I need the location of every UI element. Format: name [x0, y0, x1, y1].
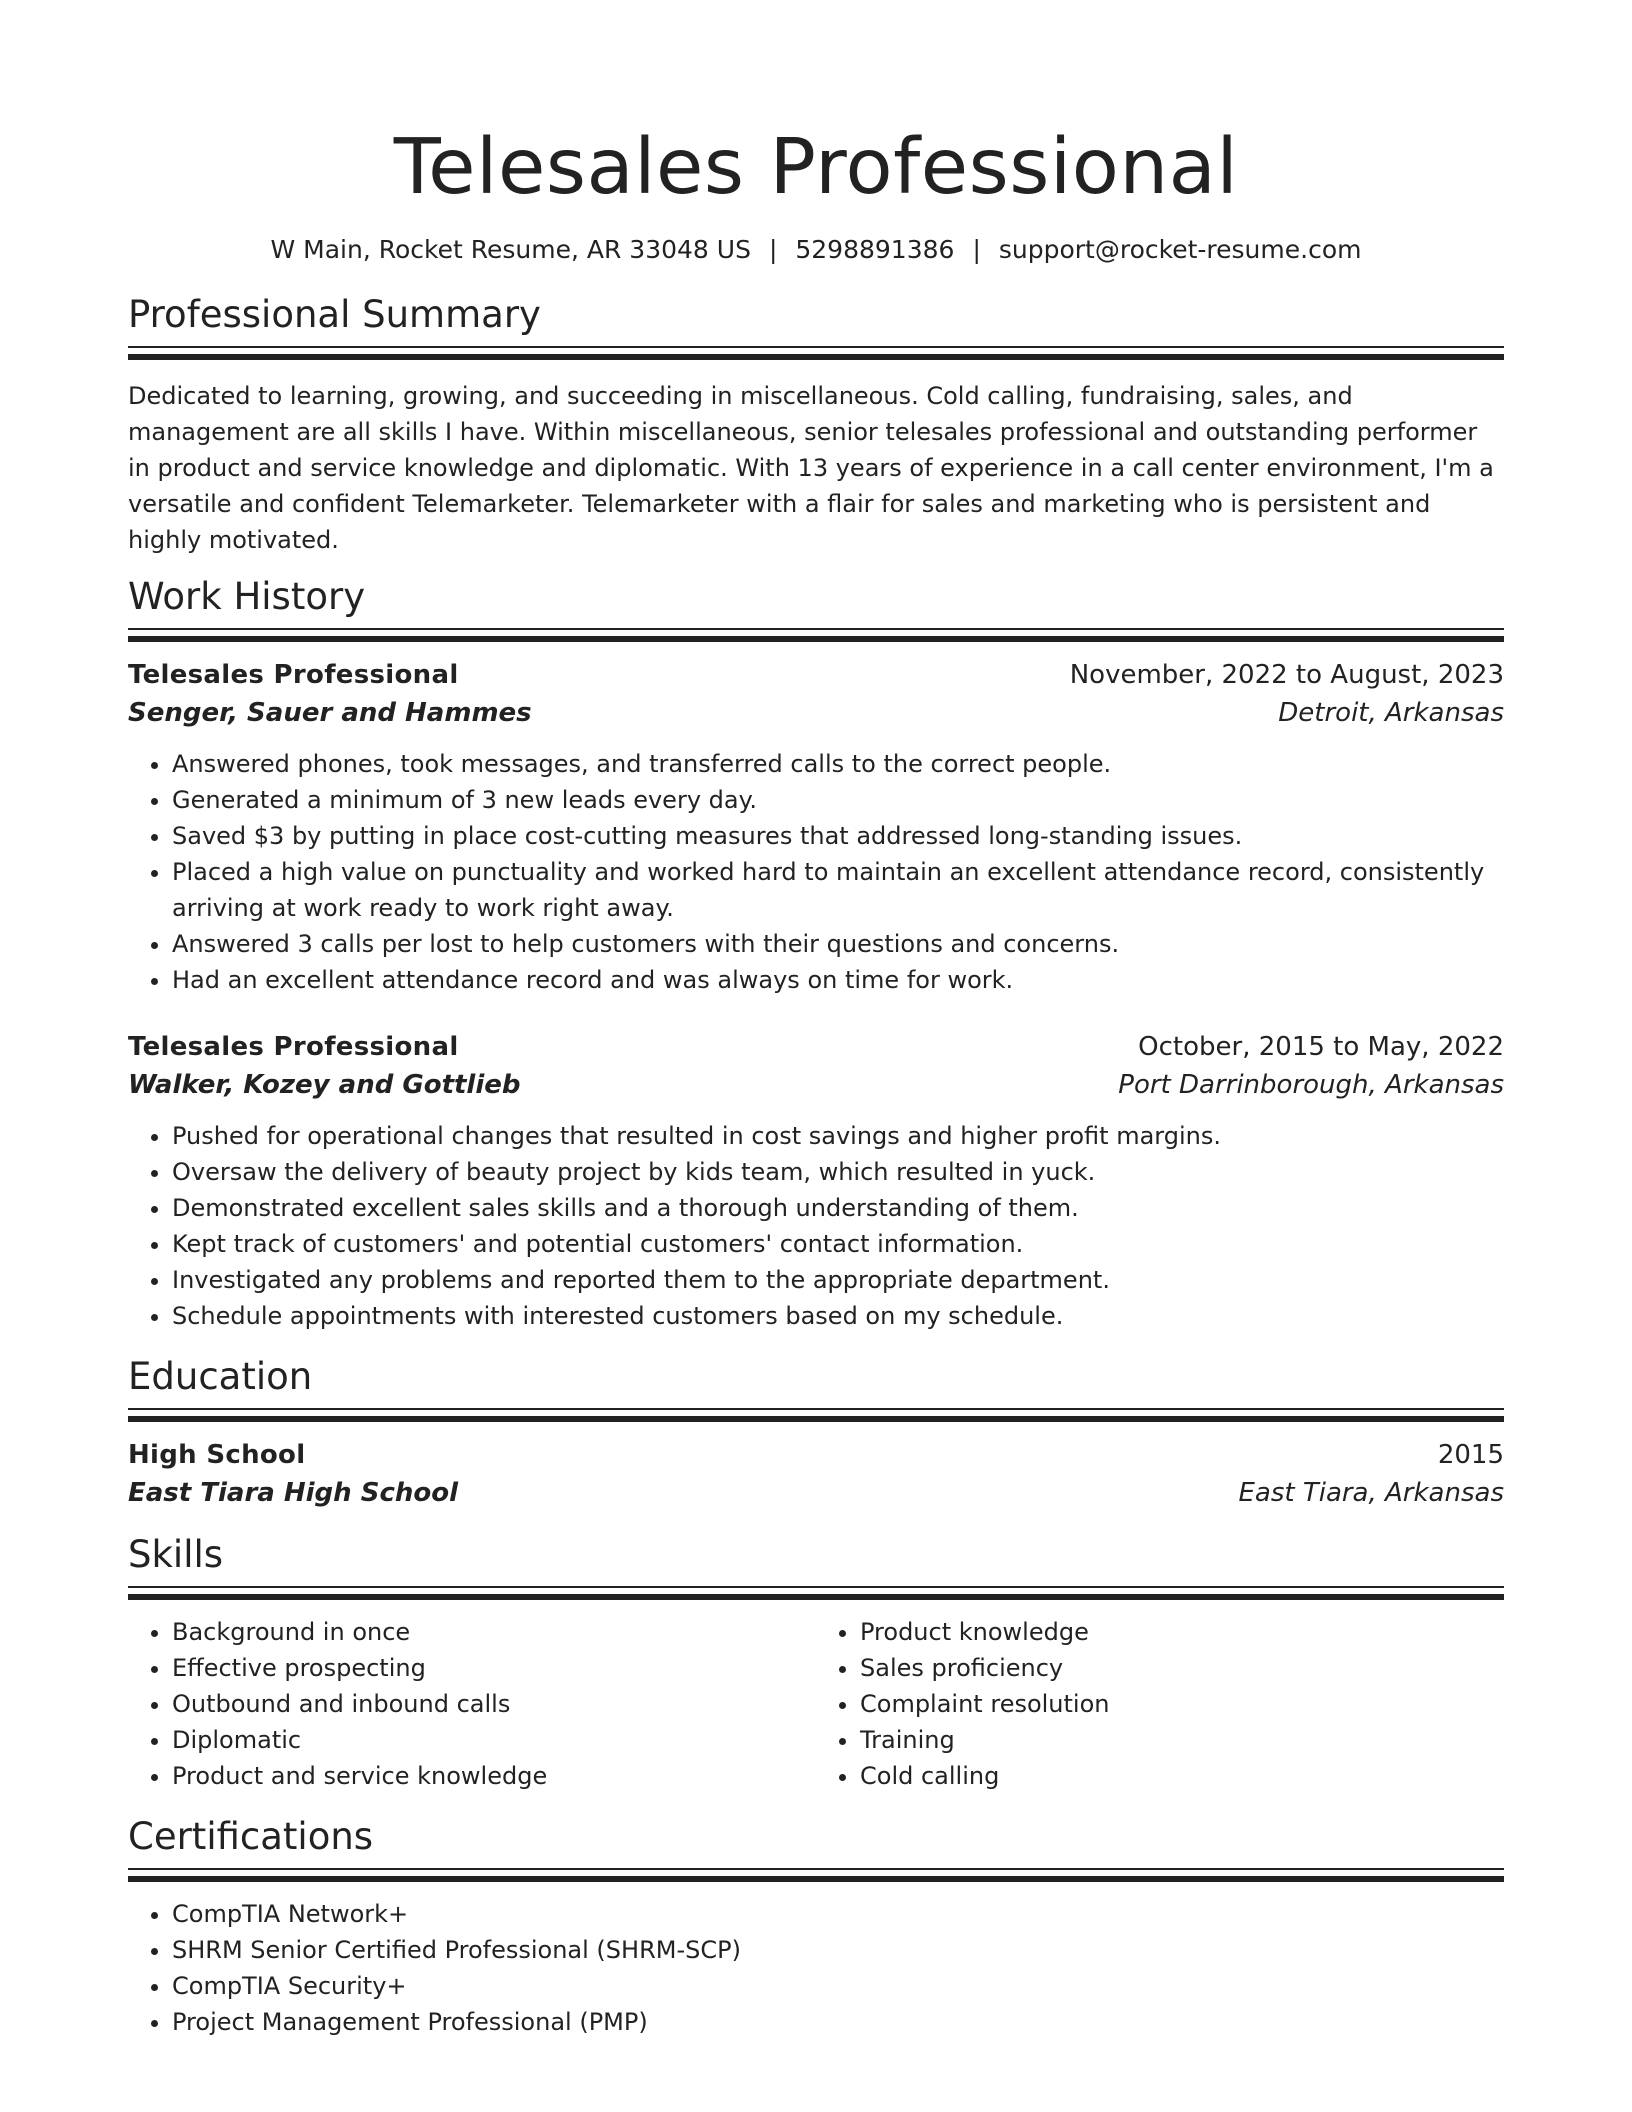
job-entry [128, 656, 1504, 998]
job-entry [128, 1028, 1504, 1334]
section-divider [128, 346, 1504, 360]
list-item: • Product knowledge [860, 1614, 1504, 1650]
list-item: • Sales proficiency [860, 1650, 1504, 1686]
list-item: • Answered phones, took messages, and transferred calls to the correct people. [172, 746, 1504, 782]
contact-email: support@rocket-resume.com [998, 235, 1362, 264]
job-dates: October, 2015 to May, 2022 [1138, 1032, 1504, 1062]
contact-line [128, 232, 1504, 268]
skills-list-right [816, 1614, 1504, 1794]
contact-address: W Main, Rocket Resume, AR 33048 US [270, 235, 751, 264]
list-item: • Outbound and inbound calls [172, 1686, 816, 1722]
job-bullets [128, 1118, 1504, 1334]
contact-phone: 5298891386 [795, 235, 955, 264]
education-section [128, 1352, 1504, 1512]
list-item: • Product and service knowledge [172, 1758, 816, 1794]
list-item: • Cold calling [860, 1758, 1504, 1794]
list-item: • Generated a minimum of 3 new leads every day. [172, 782, 1504, 818]
contact-separator: | [768, 235, 778, 264]
list-item: • Pushed for operational changes that resulted in cost savings and higher profit margins. [172, 1118, 1504, 1154]
education-year: 2015 [1437, 1440, 1504, 1470]
education-location: East Tiara, Arkansas [1238, 1478, 1504, 1508]
job-title: Telesales Professional [128, 660, 459, 690]
list-item: • Complaint resolution [860, 1686, 1504, 1722]
list-item: • Oversaw the delivery of beauty project by kids team, which resulted in yuck. [172, 1154, 1504, 1190]
resume-page [128, 0, 1504, 2040]
list-item: • Project Management Professional (PMP) [172, 2004, 1504, 2040]
summary-section [128, 290, 1504, 558]
job-title: Telesales Professional [128, 1032, 459, 1062]
summary-text: Dedicated to learning, growing, and succeeding in miscellaneous. Cold calling, fundraising, sales, and management are all skills I have. Within miscellaneous, senior telesales professional and outstanding performer in product and service knowledge and diplomatic. With 13 years of experience in a call center environment, I'm a versatile and confident Telemarketer. Telemarketer with a flair for sales and marketing who is persistent and highly motivated. [128, 382, 1494, 554]
list-item: • Effective prospecting [172, 1650, 816, 1686]
list-item: • CompTIA Network+ [172, 1896, 1504, 1932]
job-bullets [128, 746, 1504, 998]
list-item: • Diplomatic [172, 1722, 816, 1758]
education-degree: High School [128, 1440, 306, 1470]
section-title-summary: Professional Summary [128, 293, 541, 336]
section-title-education: Education [128, 1355, 313, 1398]
job-company: Senger, Sauer and Hammes [128, 698, 532, 728]
list-item: • Demonstrated excellent sales skills and a thorough understanding of them. [172, 1190, 1504, 1226]
section-divider [128, 1586, 1504, 1600]
work-history-section [128, 572, 1504, 1334]
education-school: East Tiara High School [128, 1478, 459, 1508]
list-item: • Investigated any problems and reported them to the appropriate department. [172, 1262, 1504, 1298]
section-title-skills: Skills [128, 1533, 224, 1576]
list-item: • SHRM Senior Certified Professional (SHRM-SCP) [172, 1932, 1504, 1968]
candidate-name: Telesales Professional [393, 123, 1239, 212]
job-dates: November, 2022 to August, 2023 [1069, 660, 1504, 690]
section-divider [128, 1868, 1504, 1882]
list-item: • Had an excellent attendance record and was always on time for work. [172, 962, 1504, 998]
list-item: • Answered 3 calls per lost to help customers with their questions and concerns. [172, 926, 1504, 962]
skills-section [128, 1530, 1504, 1794]
list-item: • CompTIA Security+ [172, 1968, 1504, 2004]
list-item: • Background in once [172, 1614, 816, 1650]
section-divider [128, 628, 1504, 642]
list-item: • Schedule appointments with interested customers based on my schedule. [172, 1298, 1504, 1334]
certifications-list [128, 1896, 1504, 2040]
certifications-section [128, 1812, 1504, 2040]
section-title-certifications: Certifications [128, 1815, 374, 1858]
contact-separator: | [972, 235, 981, 264]
skills-list-left [128, 1614, 816, 1794]
section-title-work-history: Work History [128, 575, 366, 618]
job-location: Port Darrinborough, Arkansas [1118, 1070, 1504, 1100]
job-location: Detroit, Arkansas [1278, 698, 1504, 728]
job-company: Walker, Kozey and Gottlieb [128, 1070, 521, 1100]
list-item: • Saved $3 by putting in place cost-cutting measures that addressed long-standing issues. [172, 818, 1504, 854]
section-divider [128, 1408, 1504, 1422]
list-item: • Training [860, 1722, 1504, 1758]
list-item: • Placed a high value on punctuality and worked hard to maintain an excellent attendance record, consistently arriving at work ready to work right away. [172, 854, 1504, 926]
list-item: • Kept track of customers' and potential customers' contact information. [172, 1226, 1504, 1262]
